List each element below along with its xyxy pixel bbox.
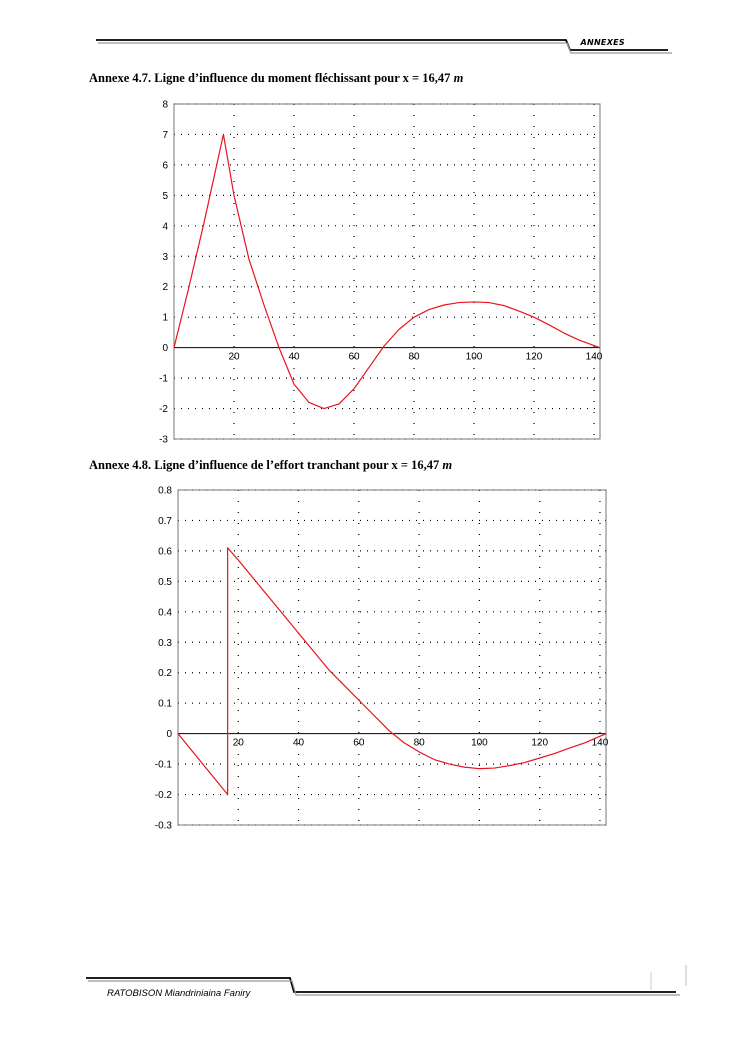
y-tick-label: 0.2: [158, 668, 172, 680]
footer-author: RATOBISON Miandriniaina Faniry: [107, 988, 251, 999]
series-line: [174, 134, 600, 408]
x-tick-label: 80: [413, 737, 425, 749]
y-tick-label: 0.5: [158, 576, 172, 588]
series-line: [178, 548, 606, 795]
x-tick-label: 60: [348, 351, 360, 363]
x-tick-label: 60: [353, 737, 365, 749]
y-tick-label: -2: [159, 404, 168, 416]
y-tick-label: 4: [162, 221, 168, 233]
x-tick-label: 120: [525, 351, 543, 363]
section-label: ANNEXES: [580, 38, 625, 47]
x-tick-label: 40: [288, 351, 300, 363]
moment-influence-chart: [140, 96, 610, 446]
x-tick-label: 120: [531, 737, 549, 749]
y-tick-label: 0.7: [158, 515, 172, 527]
shear-influence-chart: [140, 482, 615, 832]
header-rule: [0, 0, 745, 60]
y-tick-label: 5: [162, 190, 168, 202]
x-tick-label: 20: [228, 351, 240, 363]
y-tick-label: 0.6: [158, 546, 172, 558]
x-tick-label: 100: [465, 351, 483, 363]
plot-frame: [174, 104, 600, 439]
y-tick-label: -3: [159, 434, 168, 446]
y-tick-label: -0.2: [154, 790, 172, 802]
y-tick-label: 0.3: [158, 637, 172, 649]
y-tick-label: 6: [162, 160, 168, 172]
x-tick-label: 80: [408, 351, 420, 363]
x-tick-label: 100: [471, 737, 488, 749]
y-tick-label: 0.8: [158, 485, 172, 497]
y-tick-label: -1: [159, 373, 168, 385]
y-tick-label: 0.1: [158, 698, 172, 710]
y-tick-label: 2: [162, 282, 168, 294]
plot-frame: [178, 490, 606, 825]
y-tick-label: 0: [166, 729, 172, 741]
y-tick-label: 3: [162, 251, 168, 263]
y-tick-label: 7: [162, 129, 168, 141]
y-tick-label: 1: [162, 312, 168, 324]
x-tick-label: 140: [585, 351, 603, 363]
y-tick-label: 0: [162, 343, 168, 355]
chart-caption-shear: Annexe 4.8. Ligne d’influence de l’effort tranchant pour x = 16,47 m: [89, 458, 453, 472]
y-tick-label: -0.1: [154, 759, 172, 771]
x-tick-label: 20: [232, 737, 244, 749]
y-tick-label: -0.3: [154, 820, 172, 832]
x-tick-label: 40: [293, 737, 305, 749]
x-tick-label: 140: [591, 737, 609, 749]
chart-caption-moment: Annexe 4.7. Ligne d’influence du moment fléchissant pour x = 16,47 m: [89, 71, 464, 85]
y-tick-label: 8: [162, 99, 168, 111]
y-tick-label: 0.4: [158, 607, 172, 619]
